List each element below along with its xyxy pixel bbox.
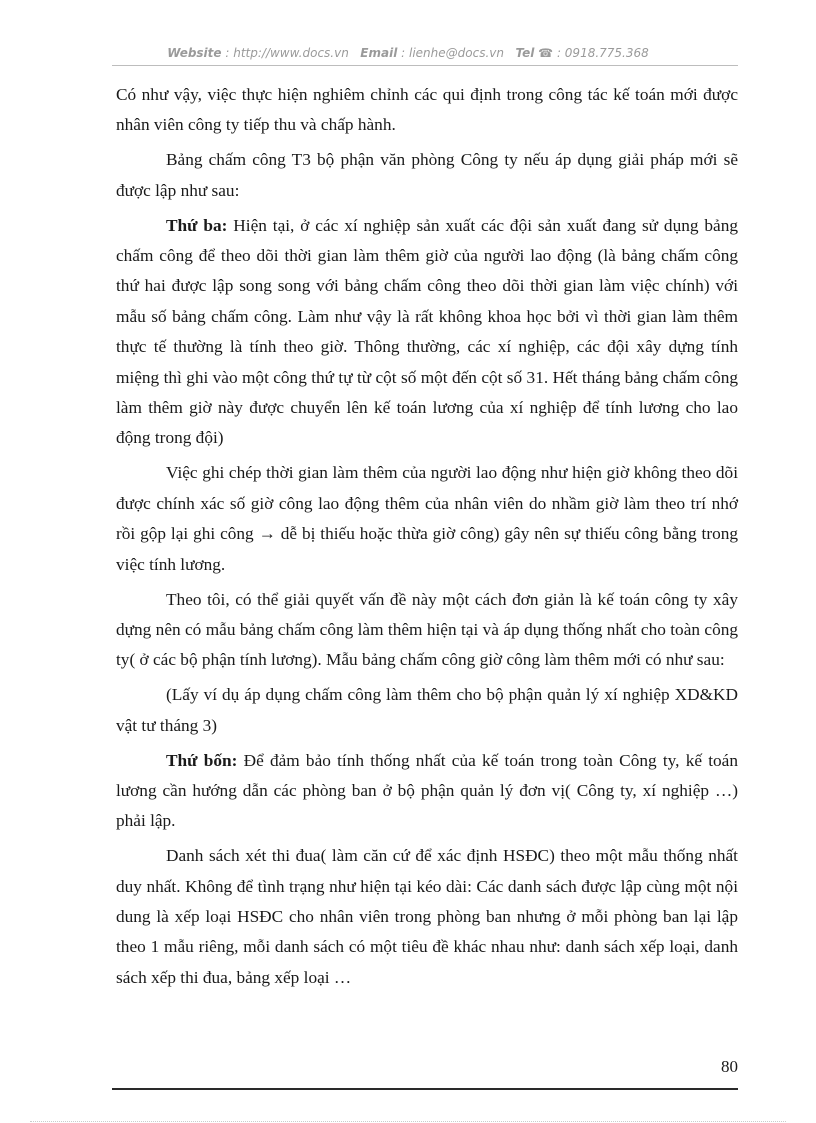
paragraph xyxy=(116,145,738,206)
paragraph-lead: Thứ ba: xyxy=(166,215,228,235)
paragraph xyxy=(116,585,738,676)
tel-value: : 0918.775.368 xyxy=(556,46,649,60)
tel-label: Tel xyxy=(515,46,535,60)
website-value: : http://www.docs.vn xyxy=(225,46,349,60)
paragraph-text: (Lấy ví dụ áp dụng chấm công làm thêm cho bộ phận quản lý xí nghiệp XD&KD vật tư tháng 3) xyxy=(116,685,738,735)
paragraph xyxy=(116,211,738,454)
paragraph-text: Có như vậy, việc thực hiện nghiêm chỉnh các qui định trong công tác kế toán mới được nhân viên công ty tiếp thu và chấp hành. xyxy=(116,85,738,135)
paragraph xyxy=(116,680,738,741)
paragraph xyxy=(116,80,738,141)
email-label: Email xyxy=(360,46,398,60)
paragraph-text: Bảng chấm công T3 bộ phận văn phòng Công ty nếu áp dụng giải pháp mới sẽ được lập như sau: xyxy=(116,150,738,200)
paragraph-text: Việc ghi chép thời gian làm thêm của người lao động như hiện giờ không theo dõi được chính xác số giờ công lao động thêm của nhân viên do nhầm giờ làm theo trí nhớ rồi gộp lại ghi công → dễ bị thiếu hoặc thừa giờ công) gây nên sự thiếu công bằng trong việc tính lương. xyxy=(116,463,738,574)
paragraph-text: Để đảm bảo tính thống nhất của kế toán trong toàn Công ty, kế toán lương cần hướng dẫn các phòng ban ở bộ phận quản lý đơn vị( Công ty, xí nghiệp …) phải lập. xyxy=(116,750,738,831)
email-value: : lienhe@docs.vn xyxy=(401,46,504,60)
paragraph-text: Hiện tại, ở các xí nghiệp sản xuất các đội sản xuất đang sử dụng bảng chấm công để theo dõi thời gian làm thêm giờ của người lao động (là bảng chấm công thứ hai được lập song song với bảng chấm công theo dõi thời gian làm việc chính) với mẫu số bảng chấm công. Làm như vậy là rất không khoa học bởi vì thời gian làm thêm thực tế thường là tính theo giờ. Thông thường, các xí nghiệp, các đội xây dựng tính miệng thì ghi vào một công thứ tự từ cột số một đến cột số 31. Hết tháng bảng chấm công làm thêm giờ này được chuyển lên kế toán lương của xí nghiệp để tính lương cho lao động trong đội) xyxy=(116,215,738,448)
paragraph xyxy=(116,458,738,580)
page-header xyxy=(0,46,816,60)
paragraph-lead: Thứ bốn: xyxy=(166,750,238,770)
footer-divider xyxy=(112,1088,738,1090)
paragraph-text: Danh sách xét thi đua( làm căn cứ để xác định HSĐC) theo một mẫu thống nhất duy nhất. Không để tình trạng như hiện tại kéo dài: Các danh sách được lập cùng một nội dung là xếp loại HSĐC cho nhân viên trong phòng ban nhưng ở mỗi phòng ban lại lập theo 1 mẫu riêng, mỗi danh sách có một tiêu đề khác nhau như: danh sách xếp loại, danh sách xếp thi đua, bảng xếp loại … xyxy=(116,846,738,987)
paragraph-text: Theo tôi, có thể giải quyết vấn đề này một cách đơn giản là kế toán công ty xây dựng nên có mẫu bảng chấm công làm thêm hiện tại và áp dụng thống nhất cho toàn công ty( ở các bộ phận tính lương). Mẫu bảng chấm công giờ công làm thêm mới có như sau: xyxy=(116,589,738,670)
paragraph xyxy=(116,746,738,837)
telephone-icon: ☎ xyxy=(538,46,554,60)
page-number: 80 xyxy=(721,1057,738,1076)
header-divider xyxy=(112,65,738,66)
paragraph xyxy=(116,841,738,993)
page-bottom-border xyxy=(30,1121,786,1122)
body-text xyxy=(116,80,738,998)
website-label: Website xyxy=(167,46,222,60)
